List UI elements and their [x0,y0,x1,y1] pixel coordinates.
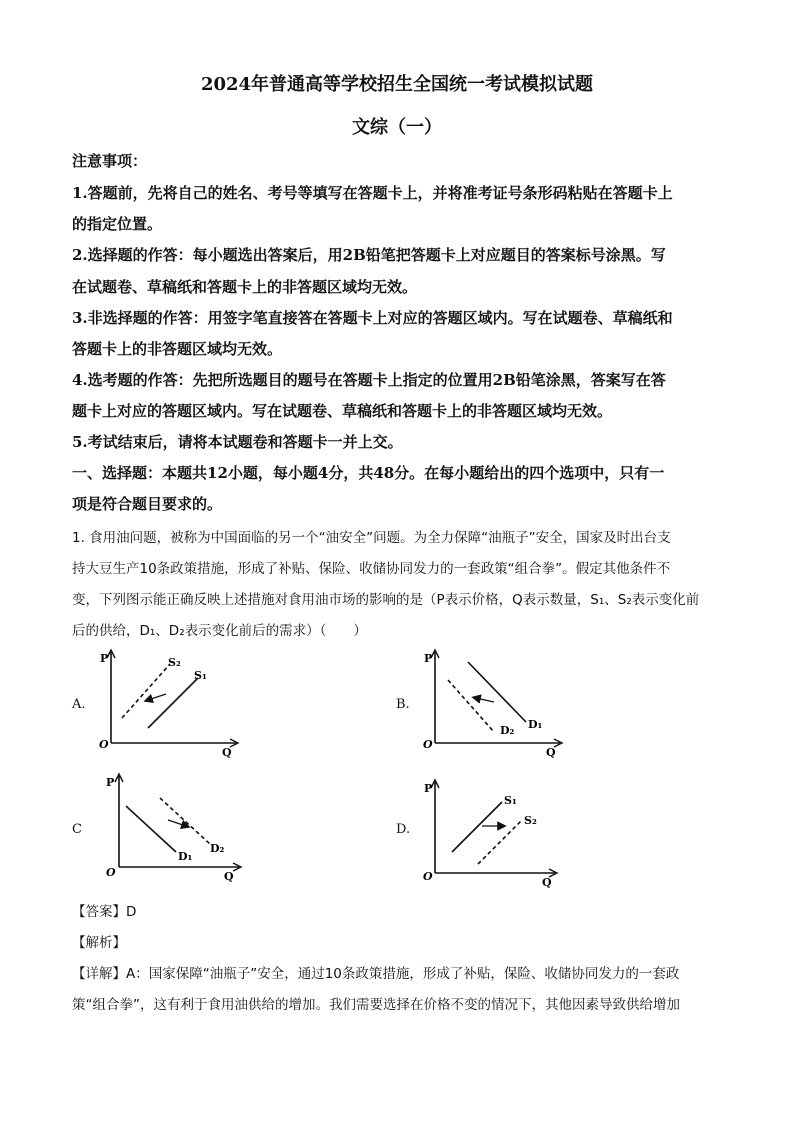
curve-label-dashed: S₂ [168,656,181,669]
analysis-label: 【解析】 [72,935,126,951]
note-line: 题卡上对应的答题区域内。写在试题卷、草稿纸和答题卡上的非答题区域均无效。 [72,402,613,420]
section-line: 一、选择题：本题共12小题，每小题4分，共48分。在每小题给出的四个选项中，只有一 [72,464,665,482]
note-line: 3.非选择题的作答：用签字笔直接答在答题卡上对应的答题区域内。写在试题卷、草稿纸和 [72,309,673,327]
curve-label-dashed: D₂ [210,842,225,855]
option-b-label: B. [396,697,410,712]
shift-arrow [476,698,494,702]
graph-b [420,648,570,758]
notes-heading: 注意事项： [72,152,148,170]
axis-o-label: O [106,866,116,879]
question-line: 持大豆生产10条政策措施，形成了补贴、保险、收储协同发力的一套政策“组合拳”。假定其他条件不 [72,561,671,577]
option-c-label: C [72,822,82,837]
detail-line: 【详解】A：国家保障“油瓶子”安全，通过10条政策措施，形成了补贴，保险、收储协同发力的一套政 [72,966,680,982]
section-line: 项是符合题目要求的。 [72,495,223,513]
note-line: 答题卡上的非答题区域均无效。 [72,340,283,358]
axis-o-label: O [423,738,433,751]
note-line: 5.考试结束后，请将本试题卷和答题卡一并上交。 [72,433,403,451]
curve-label-solid: D₁ [178,850,193,863]
axis-q-label: Q [222,746,232,758]
shift-arrow [148,694,166,700]
curve-label-solid: D₁ [528,718,543,731]
demand-curve-dashed [160,798,210,844]
axis-p-label: P [100,652,109,665]
axis-q-label: Q [542,876,552,889]
axis-o-label: O [99,738,109,751]
note-line: 4.选考题的作答：先把所选题目的题号在答题卡上指定的位置用2B铅笔涂黑，答案写在答 [72,371,666,389]
curve-label-solid: S₁ [194,669,207,682]
demand-curve-solid [126,806,176,852]
curve-label-dashed: S₂ [524,814,537,827]
note-line: 1.答题前，先将自己的姓名、考号等填写在答题卡上，并将准考证号条形码粘贴在答题卡上 [72,184,673,202]
exam-subtitle: 文综（一） [352,117,442,138]
curve-label-solid: S₁ [504,794,517,807]
demand-curve-dashed [448,680,494,732]
axis-p-label: P [424,652,433,665]
graph-d [420,778,570,890]
axis-p-label: P [106,776,115,789]
detail-line: 策“组合拳”，这有利于食用油供给的增加。我们需要选择在价格不变的情况下，其他因素导致供给增加 [72,997,680,1013]
exam-title: 2024年普通高等学校招生全国统一考试模拟试题 [200,74,594,95]
graph-c [104,772,254,884]
supply-curve-solid [452,802,502,852]
question-line: 1. 食用油问题，被称为中国面临的另一个“油安全”问题。为全力保障“油瓶子”安全，国家及时出台支 [72,530,671,546]
shift-arrow [168,820,186,826]
graph-a [96,648,246,758]
option-a-label: A. [72,697,86,712]
supply-curve-solid [148,678,198,728]
note-line: 的指定位置。 [72,215,163,233]
note-line: 在试题卷、草稿纸和答题卡上的非答题区域均无效。 [72,278,418,296]
question-line: 变，下列图示能正确反映上述措施对食用油市场的影响的是（P表示价格，Q表示数量，S₁、S₂表示变化前 [72,592,700,608]
axis-p-label: P [424,782,433,795]
answer-line: 【答案】D [72,904,137,920]
option-d-label: D. [396,822,411,837]
axis-q-label: Q [224,870,234,883]
supply-curve-dashed [122,664,170,718]
axis-o-label: O [423,870,433,883]
question-line: 后的供给，D₁、D₂表示变化前后的需求）（ ） [72,623,367,639]
note-line: 2.选择题的作答：每小题选出答案后，用2B铅笔把答题卡上对应题目的答案标号涂黑。写 [72,246,666,264]
curve-label-dashed: D₂ [500,724,515,737]
axis-q-label: Q [546,746,556,758]
